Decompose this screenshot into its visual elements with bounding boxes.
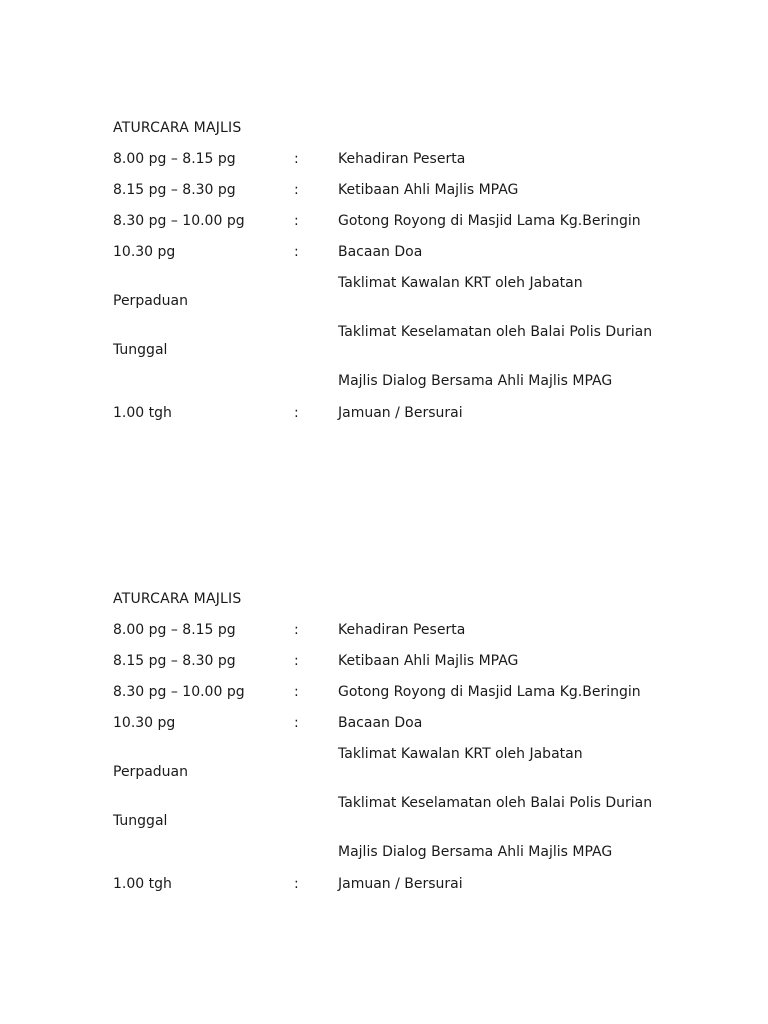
row-time: 1.00 tgh: [113, 876, 172, 892]
row-separator: :: [294, 715, 299, 731]
row-item: Jamuan / Bersurai: [338, 405, 463, 421]
row-item: Majlis Dialog Bersama Ahli Majlis MPAG: [338, 373, 613, 389]
row-time: 8.30 pg – 10.00 pg: [113, 684, 245, 700]
row-time: 8.00 pg – 8.15 pg: [113, 151, 236, 167]
row-item: Bacaan Doa: [338, 715, 423, 731]
row-separator: :: [294, 244, 299, 260]
row-item-wrap: Perpaduan: [113, 293, 188, 309]
row-item: Taklimat Kawalan KRT oleh Jabatan: [338, 275, 583, 291]
row-time: 10.30 pg: [113, 715, 176, 731]
row-time: 8.00 pg – 8.15 pg: [113, 622, 236, 638]
row-separator: :: [294, 876, 299, 892]
row-item: Jamuan / Bersurai: [338, 876, 463, 892]
row-separator: :: [294, 213, 299, 229]
row-time: 1.00 tgh: [113, 405, 172, 421]
row-item: Gotong Royong di Masjid Lama Kg.Beringin: [338, 684, 641, 700]
section-title: ATURCARA MAJLIS: [113, 120, 242, 136]
row-item: Kehadiran Peserta: [338, 622, 466, 638]
row-time: 10.30 pg: [113, 244, 176, 260]
section-title: ATURCARA MAJLIS: [113, 591, 242, 607]
row-separator: :: [294, 653, 299, 669]
row-item: Bacaan Doa: [338, 244, 423, 260]
row-time: 8.30 pg – 10.00 pg: [113, 213, 245, 229]
row-item: Taklimat Keselamatan oleh Balai Polis Durian: [338, 795, 653, 811]
row-item: Taklimat Kawalan KRT oleh Jabatan: [338, 746, 583, 762]
row-item: Ketibaan Ahli Majlis MPAG: [338, 182, 519, 198]
row-separator: :: [294, 151, 299, 167]
row-separator: :: [294, 684, 299, 700]
row-item: Majlis Dialog Bersama Ahli Majlis MPAG: [338, 844, 613, 860]
row-time: 8.15 pg – 8.30 pg: [113, 182, 236, 198]
row-item-wrap: Tunggal: [113, 342, 168, 358]
row-separator: :: [294, 405, 299, 421]
row-item: Kehadiran Peserta: [338, 151, 466, 167]
row-item: Taklimat Keselamatan oleh Balai Polis Durian: [338, 324, 653, 340]
row-item-wrap: Tunggal: [113, 813, 168, 829]
row-item-wrap: Perpaduan: [113, 764, 188, 780]
row-separator: :: [294, 622, 299, 638]
row-item: Gotong Royong di Masjid Lama Kg.Beringin: [338, 213, 641, 229]
row-time: 8.15 pg – 8.30 pg: [113, 653, 236, 669]
row-separator: :: [294, 182, 299, 198]
row-item: Ketibaan Ahli Majlis MPAG: [338, 653, 519, 669]
